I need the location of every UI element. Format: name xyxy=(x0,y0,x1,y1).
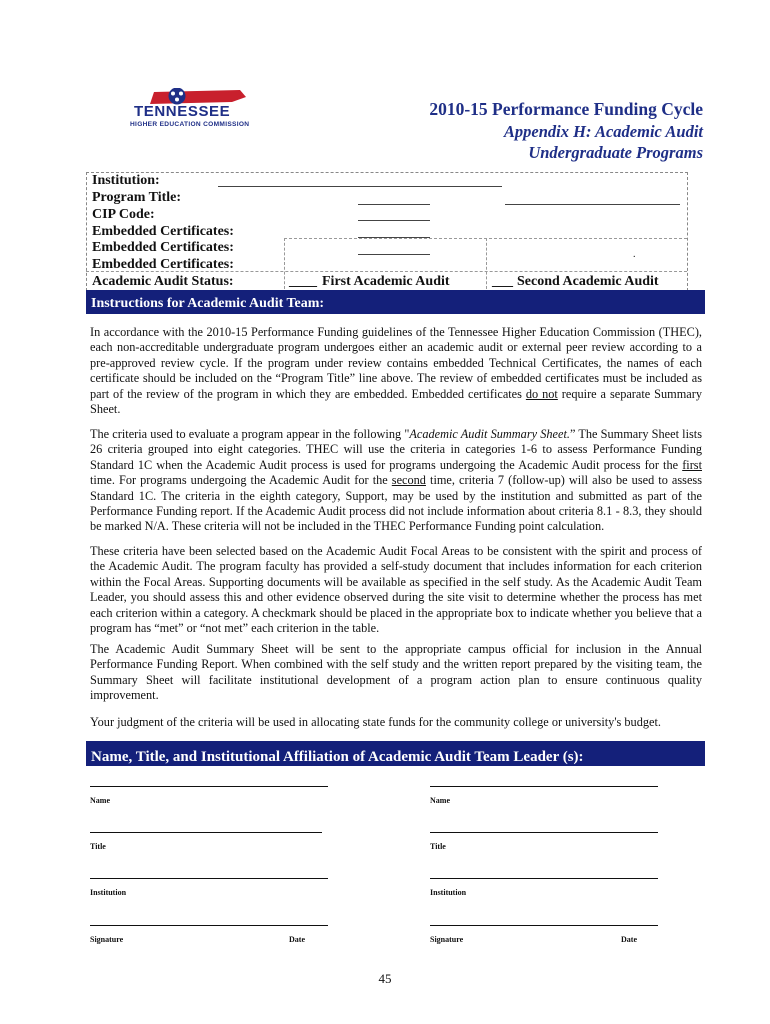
name-line[interactable] xyxy=(90,786,328,787)
instructions-paragraph-3: These criteria have been selected based on the Academic Audit Focal Areas to be consistent with the spirit and process of the Academic Audit. The program faculty has provided a self-study document that includes information for each criterion within the Focal Areas. Supporting documents will be available as specified in the self study. As the Academic Audit Team Leader, you should assess this and other evidence observed during the site visit to determine whether the process has met each criterion within a category. A checkmark should be placed in the appropriate box to indicate whether you believe that a program has “met” or “not met” each criterion in the table. xyxy=(90,544,702,636)
page-title: 2010-15 Performance Funding Cycle xyxy=(429,99,703,119)
institution-field[interactable] xyxy=(218,186,502,187)
signature-label: Signature xyxy=(90,935,124,944)
instructions-paragraph-5: Your judgment of the criteria will be used in allocating state funds for the community college or university's budget. xyxy=(90,715,661,729)
name-label-2: Name xyxy=(430,796,450,805)
team-leader-heading: Name, Title, and Institutional Affiliation of Academic Audit Team Leader (s): xyxy=(86,741,705,766)
embedded-certificate-field[interactable] xyxy=(358,254,430,255)
instructions-paragraph-2: The criteria used to evaluate a program appear in the following "Academic Audit Summary Sheet.” The Summary Sheet lists 26 criteria grouped into eight categories. THEC will use the criteria in categories 1-6 to assess Performance Funding Standard 1C when the Academic Audit process is used for programs undergoing the Academic Audit process for the first time. For programs undergoing the Academic Audit for the second time, criteria 7 (follow-up) will also be used to assess Standard 1C. The criteria in the eighth category, Support, may be used by the institution and submitted as part of the Performance Funding report. If the Academic Audit process did not include information about criteria 8.1 - 8.3, they should be marked N/A. These criteria will not be included in the THEC Performance Funding point calculation. xyxy=(90,427,703,534)
first-audit-option: First Academic Audit xyxy=(322,274,450,289)
embedded-certificates-label: Embedded Certificates: xyxy=(92,240,234,255)
program-title-label: Program Title: xyxy=(92,190,182,205)
logo-wordmark: TENNESSEE xyxy=(134,103,231,120)
date-label: Date xyxy=(289,935,305,944)
cip-code-label: CIP Code: xyxy=(92,207,155,222)
institution-line[interactable] xyxy=(90,878,328,879)
title-label: Title xyxy=(90,842,106,851)
instructions-heading: Instructions for Academic Audit Team: xyxy=(86,290,705,314)
institution-sig-label: Institution xyxy=(90,888,127,897)
second-audit-blank[interactable]: ___ xyxy=(492,274,513,289)
second-audit-option: Second Academic Audit xyxy=(517,274,659,289)
institution-label: Institution: xyxy=(92,173,160,188)
logo-subtitle: HIGHER EDUCATION COMMISSION xyxy=(130,121,250,128)
audit-status-label: Academic Audit Status: xyxy=(92,274,234,289)
name-label: Name xyxy=(90,796,110,805)
date-label-2: Date xyxy=(621,935,637,944)
signature-line-2[interactable] xyxy=(430,925,658,926)
signature-label-2: Signature xyxy=(430,935,464,944)
name-line-2[interactable] xyxy=(430,786,658,787)
instructions-paragraph-1: In accordance with the 2010-15 Performance Funding guidelines of the Tennessee Higher Education Commission (THEC), each non-accreditable undergraduate program undergoes either an academic audit or external peer review according to a pre-approved review cycle. If the program under review contains embedded Technical Certificates, the names of each certificate should be included on the “Program Title” line above. The review of embedded certificates must be included as part of the review of the program in which they are embedded. Embedded certificates do not require a separate Summary Sheet. xyxy=(90,325,702,417)
embedded-certificate-field[interactable] xyxy=(358,237,430,238)
title-line[interactable] xyxy=(90,832,322,833)
title-line-2[interactable] xyxy=(430,832,658,833)
divider xyxy=(284,238,285,289)
program-title-field[interactable] xyxy=(358,204,430,205)
appendix-title: Appendix H: Academic Audit xyxy=(503,122,703,141)
title-label-2: Title xyxy=(430,842,446,851)
page-number: 45 xyxy=(378,971,392,986)
tennessee-state-shape-red xyxy=(150,90,246,104)
cip-code-field[interactable] xyxy=(358,220,430,221)
divider xyxy=(284,238,687,239)
dot-mark: . xyxy=(633,249,636,260)
first-audit-blank[interactable]: ____ xyxy=(289,274,317,289)
institution-line-2[interactable] xyxy=(430,878,658,879)
program-title-field-2[interactable] xyxy=(505,204,680,205)
embedded-certificates-label: Embedded Certificates: xyxy=(92,257,234,272)
signature-line[interactable] xyxy=(90,925,328,926)
instructions-paragraph-4: The Academic Audit Summary Sheet will be sent to the appropriate campus official for inclusion in the Annual Performance Funding Report. When combined with the self study and the written report prepared by the visiting team, the Summary Sheet will facilitate institutional development of a program action plan to ensure continuous quality improvement. xyxy=(90,642,702,703)
divider xyxy=(486,238,487,289)
embedded-certificates-label: Embedded Certificates: xyxy=(92,224,234,239)
institution-sig-label-2: Institution xyxy=(430,888,467,897)
program-type-title: Undergraduate Programs xyxy=(528,143,703,162)
